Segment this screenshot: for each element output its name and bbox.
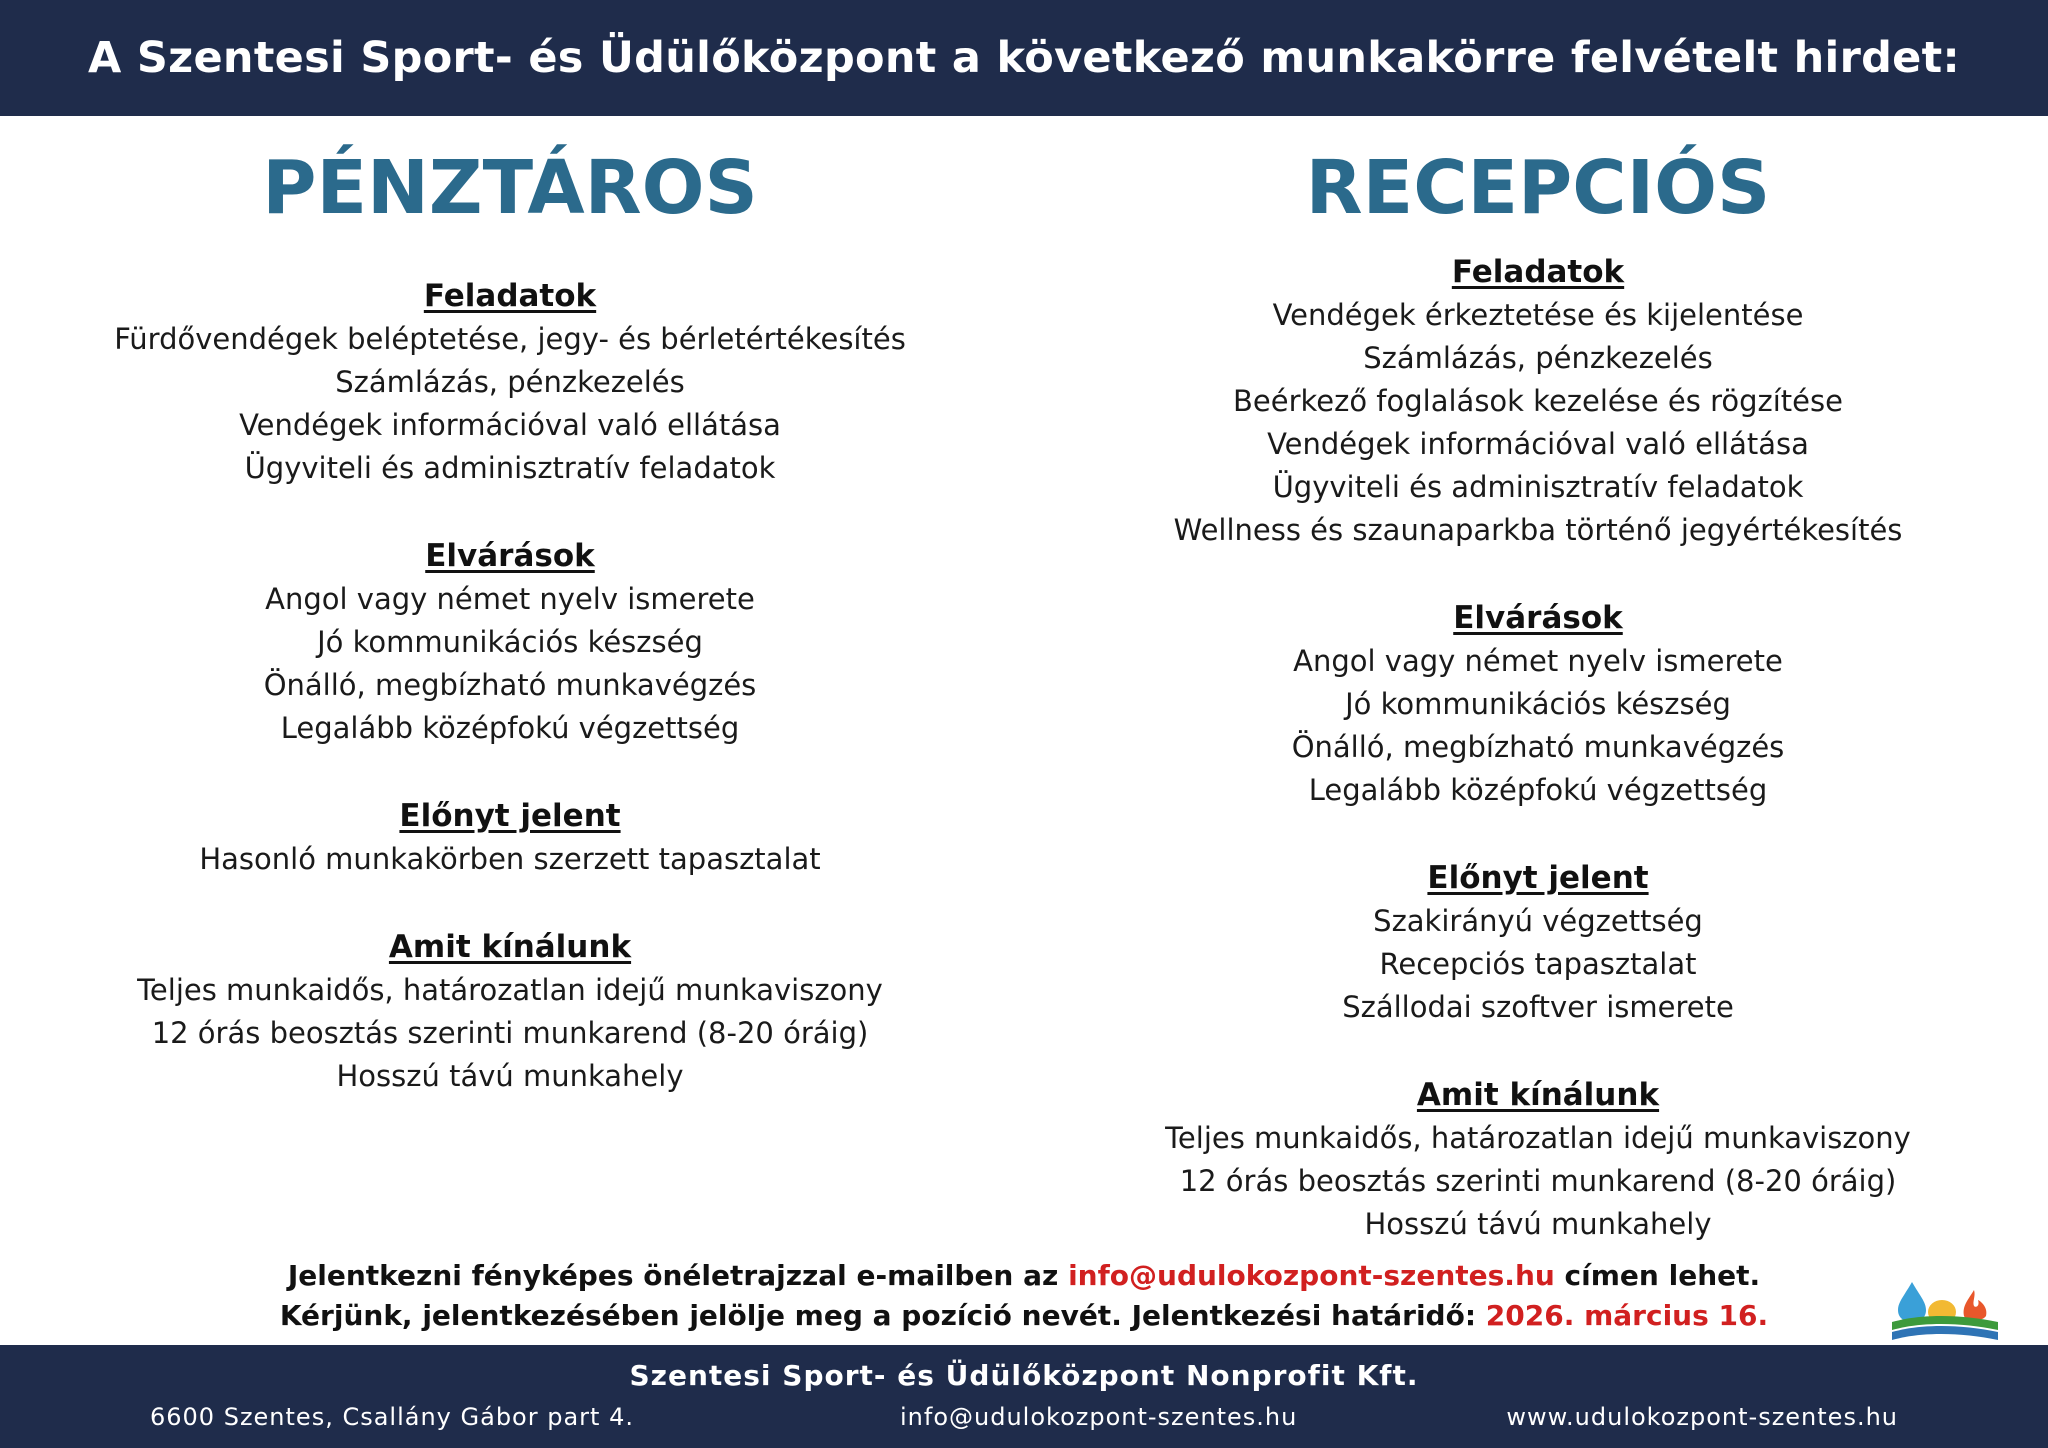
cashier-requirement: Angol vagy német nyelv ismerete: [265, 582, 755, 616]
cashier-offer: Hosszú távú munkahely: [336, 1059, 684, 1093]
receptionist-advantage: Szakirányú végzettség: [1373, 904, 1703, 938]
receptionist-requirement: Önálló, megbízható munkavégzés: [1291, 730, 1785, 764]
receptionist-requirements-heading: Elvárások: [1453, 600, 1623, 636]
deadline-date: 2026. március 16.: [1485, 1299, 1769, 1332]
cashier-requirement: Önálló, megbízható munkavégzés: [263, 668, 757, 702]
receptionist-offer: Hosszú távú munkahely: [1364, 1207, 1712, 1241]
cashier-advantage-heading: Előnyt jelent: [399, 798, 621, 834]
apply-suffix: címen lehet.: [1554, 1259, 1761, 1292]
cashier-requirement: Legalább középfokú végzettség: [280, 711, 740, 745]
receptionist-task: Vendégek érkeztetése és kijelentése: [1272, 298, 1804, 332]
footer-company-name: Szentesi Sport- és Üdülőközpont Nonprofit Kft.: [629, 1359, 1419, 1392]
footer-bar: [0, 1345, 2048, 1448]
receptionist-task: Számlázás, pénzkezelés: [1363, 341, 1713, 375]
apply-instructions: [0, 1259, 2048, 1292]
apply-deadline-line: [0, 1299, 2048, 1332]
receptionist-advantage-heading: Előnyt jelent: [1427, 860, 1649, 896]
receptionist-job-title: RECEPCIÓS: [1305, 145, 1771, 231]
receptionist-offer: 12 órás beosztás szerinti munkarend (8-20 óráig): [1179, 1164, 1897, 1198]
water-drop-icon: [1898, 1282, 1926, 1322]
receptionist-advantage: Recepciós tapasztalat: [1379, 947, 1697, 981]
cashier-requirements-heading: Elvárások: [425, 538, 595, 574]
receptionist-requirement: Legalább középfokú végzettség: [1308, 773, 1768, 807]
cashier-offer-heading: Amit kínálunk: [388, 929, 632, 965]
page-title: A Szentesi Sport- és Üdülőközpont a következő munkakörre felvételt hirdet:: [88, 33, 1960, 83]
cashier-offer: Teljes munkaidős, határozatlan idejű munkaviszony: [137, 973, 883, 1007]
cashier-task: Vendégek információval való ellátása: [239, 408, 781, 442]
cashier-advantage: Hasonló munkakörben szerzett tapasztalat: [199, 842, 821, 876]
deadline-prefix: Kérjünk, jelentkezésében jelölje meg a pozíció nevét. Jelentkezési határidő:: [279, 1299, 1486, 1332]
footer-email-link[interactable]: info@udulokozpont-szentes.hu: [900, 1403, 1298, 1431]
receptionist-tasks-heading: Feladatok: [1451, 254, 1625, 290]
cashier-offer: 12 órás beosztás szerinti munkarend (8-20 óráig): [151, 1016, 869, 1050]
receptionist-advantage: Szállodai szoftver ismerete: [1342, 990, 1734, 1024]
receptionist-task: Wellness és szaunaparkba történő jegyértékesítés: [1173, 513, 1903, 547]
receptionist-column: [1088, 145, 1988, 1246]
receptionist-requirement: Jó kommunikációs készség: [1345, 687, 1731, 721]
cashier-task: Számlázás, pénzkezelés: [335, 365, 685, 399]
receptionist-requirement: Angol vagy német nyelv ismerete: [1293, 644, 1783, 678]
cashier-task: Fürdővendégek beléptetése, jegy- és bérletértékesítés: [114, 322, 906, 356]
resort-logo-icon: [1890, 1278, 2000, 1344]
flame-icon: [1964, 1290, 1987, 1321]
cashier-task: Ügyviteli és adminisztratív feladatok: [244, 451, 776, 485]
receptionist-task: Beérkező foglalások kezelése és rögzítése: [1233, 384, 1843, 418]
apply-prefix: Jelentkezni fényképes önéletrajzzal e-mailben az: [287, 1259, 1069, 1292]
receptionist-offer: Teljes munkaidős, határozatlan idejű munkaviszony: [1165, 1121, 1911, 1155]
cashier-requirement: Jó kommunikációs készség: [317, 625, 703, 659]
cashier-tasks-heading: Feladatok: [423, 278, 597, 314]
footer-website-link[interactable]: www.udulokozpont-szentes.hu: [1506, 1403, 1898, 1431]
receptionist-task: Ügyviteli és adminisztratív feladatok: [1272, 470, 1804, 504]
header-bar: [0, 0, 2048, 116]
cashier-column: [60, 145, 960, 1098]
footer-address: 6600 Szentes, Csallány Gábor part 4.: [150, 1403, 634, 1431]
cashier-job-title: PÉNZTÁROS: [262, 145, 758, 231]
logo-wave-blue: [1892, 1326, 1998, 1340]
receptionist-offer-heading: Amit kínálunk: [1416, 1077, 1660, 1113]
receptionist-task: Vendégek információval való ellátása: [1267, 427, 1809, 461]
apply-email-link[interactable]: info@udulokozpont-szentes.hu: [1068, 1259, 1555, 1292]
